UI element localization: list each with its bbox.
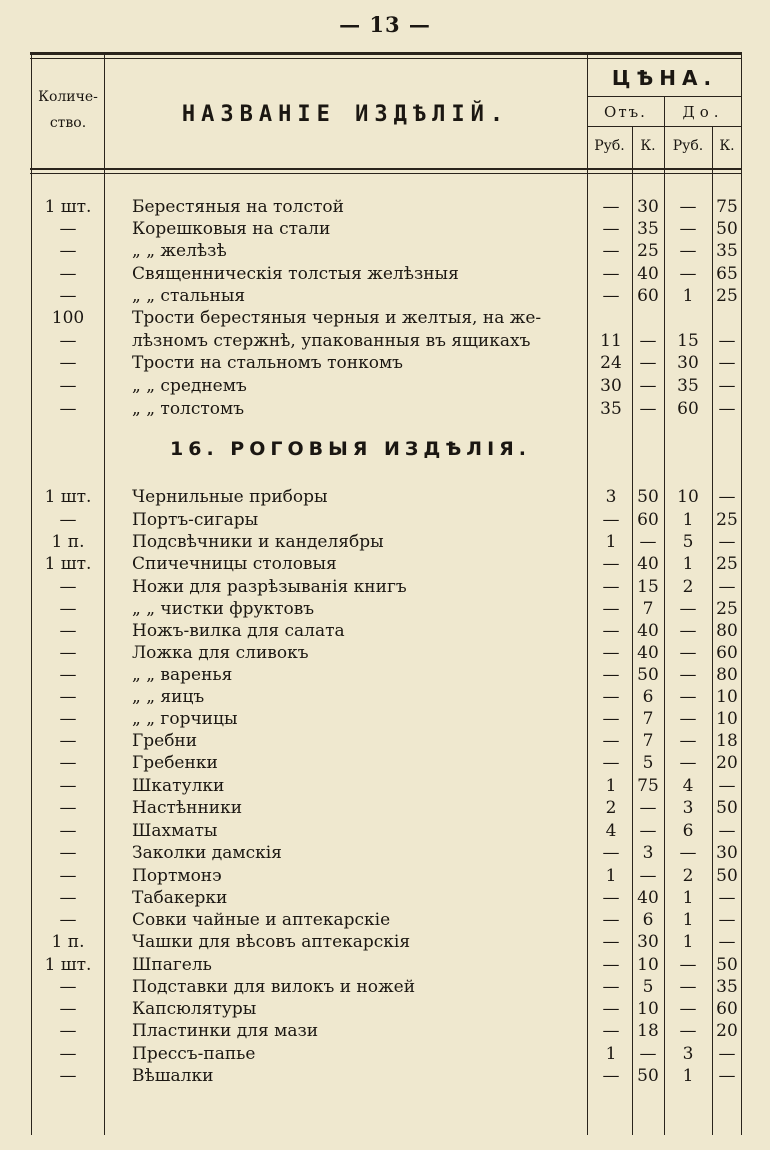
row-quantity: 1 п. [51, 532, 85, 552]
row-item-name: Трости берестяныя черныя и желтыя, на же- [132, 308, 542, 328]
row-item-name: „ „ яицъ [132, 687, 205, 707]
row-price-from-rub: 30 [600, 376, 622, 396]
row-price-from-kop: 40 [637, 554, 659, 574]
row-price-from-kop: — [639, 866, 657, 886]
row-price-from-rub: — [602, 999, 620, 1019]
to-kop-header: К. [719, 138, 735, 154]
row-item-name: Шпагель [132, 955, 212, 975]
row-quantity: — [59, 753, 77, 773]
row-item-name: Гребни [132, 731, 198, 751]
row-item-name: Настѣнники [132, 798, 243, 818]
row-price-to-kop: — [718, 888, 736, 908]
row-price-from-rub: — [602, 955, 620, 975]
row-quantity: — [59, 621, 77, 641]
table-top-rule [30, 52, 742, 55]
table-row [0, 352, 770, 374]
table-row [0, 887, 770, 909]
table-row [0, 998, 770, 1020]
row-quantity: 1 шт. [44, 554, 92, 574]
row-price-from-kop: 5 [642, 977, 654, 997]
row-item-name: Трости на стальномъ тонкомъ [132, 353, 403, 373]
row-price-to-rub: 5 [682, 532, 694, 552]
row-price-to-rub: 2 [682, 866, 694, 886]
row-price-from-rub: — [602, 197, 620, 217]
row-price-from-rub: 3 [605, 487, 617, 507]
row-item-name: Пластинки для мази [132, 1021, 319, 1041]
row-quantity: 1 шт. [44, 197, 92, 217]
table-row [0, 820, 770, 842]
row-price-to-rub: 60 [677, 399, 699, 419]
to-rub-header: Руб. [672, 138, 704, 154]
row-price-to-rub: — [679, 731, 697, 751]
row-price-from-rub: — [602, 687, 620, 707]
row-price-from-kop: — [639, 399, 657, 419]
row-price-to-kop: 50 [716, 866, 738, 886]
row-price-from-rub: 11 [600, 331, 622, 351]
row-price-to-kop: 50 [716, 955, 738, 975]
row-item-name: Чернильные приборы [132, 487, 328, 507]
row-price-from-kop: 18 [637, 1021, 659, 1041]
table-row [0, 285, 770, 307]
row-price-to-kop: — [718, 353, 736, 373]
row-price-to-rub: — [679, 843, 697, 863]
row-price-from-rub: — [602, 643, 620, 663]
row-price-to-rub: — [679, 264, 697, 284]
from-kop-header: К. [640, 138, 656, 154]
row-price-from-rub: — [602, 753, 620, 773]
row-price-from-rub: — [602, 731, 620, 751]
table-top-rule-thin [30, 58, 742, 59]
row-quantity: — [59, 1044, 77, 1064]
row-item-name: Шкатулки [132, 776, 225, 796]
table-row [0, 330, 770, 352]
row-price-from-rub: 1 [605, 1044, 617, 1064]
row-price-from-kop: 10 [637, 999, 659, 1019]
row-price-to-rub: 3 [682, 798, 694, 818]
row-item-name: Портъ-сигары [132, 510, 259, 530]
row-price-from-kop: 15 [637, 577, 659, 597]
row-price-to-kop: 25 [716, 286, 738, 306]
row-price-to-rub: 15 [677, 331, 699, 351]
table-row [0, 931, 770, 953]
row-quantity: — [59, 599, 77, 619]
row-quantity: — [59, 399, 77, 419]
row-price-from-rub: — [602, 264, 620, 284]
table-row [0, 375, 770, 397]
table-row [0, 664, 770, 686]
row-price-from-kop: 50 [637, 665, 659, 685]
table-row [0, 531, 770, 553]
row-quantity: 1 шт. [44, 955, 92, 975]
table-row [0, 398, 770, 420]
row-price-to-kop: 10 [716, 687, 738, 707]
row-quantity: — [59, 776, 77, 796]
row-quantity: 1 п. [51, 932, 85, 952]
row-item-name: Ножъ-вилка для салата [132, 621, 345, 641]
table-row [0, 1065, 770, 1087]
row-quantity: — [59, 353, 77, 373]
row-quantity: — [59, 910, 77, 930]
row-price-from-kop: 30 [637, 197, 659, 217]
row-quantity: — [59, 709, 77, 729]
row-price-to-kop: — [718, 331, 736, 351]
row-price-from-kop: 7 [642, 731, 654, 751]
row-price-to-rub: 10 [677, 487, 699, 507]
row-price-from-kop: 50 [637, 487, 659, 507]
row-price-from-rub: — [602, 621, 620, 641]
row-item-name: Чашки для вѣсовъ аптекарскія [132, 932, 411, 952]
row-price-from-rub: — [602, 241, 620, 261]
row-quantity: — [59, 264, 77, 284]
row-price-from-kop: 3 [642, 843, 654, 863]
row-item-name: Совки чайные и аптекарскіе [132, 910, 391, 930]
row-price-to-rub: — [679, 197, 697, 217]
row-price-to-rub: — [679, 643, 697, 663]
row-price-from-kop: 6 [642, 687, 654, 707]
row-price-from-kop: — [639, 532, 657, 552]
row-item-name: „ „ варенья [132, 665, 233, 685]
row-price-from-kop: 75 [637, 776, 659, 796]
row-price-from-rub: 1 [605, 866, 617, 886]
row-item-name: лѣзномъ стержнѣ, упакованныя въ ящикахъ [132, 331, 531, 351]
row-item-name: „ „ желѣзѣ [132, 241, 227, 261]
row-item-name: Спичечницы столовыя [132, 554, 337, 574]
row-quantity: — [59, 1066, 77, 1086]
table-row [0, 976, 770, 998]
row-price-from-rub: — [602, 554, 620, 574]
row-price-to-kop: — [718, 776, 736, 796]
row-item-name: „ „ горчицы [132, 709, 238, 729]
row-item-name: Капсюлятуры [132, 999, 257, 1019]
row-quantity: — [59, 219, 77, 239]
row-quantity: — [59, 731, 77, 751]
row-quantity: — [59, 843, 77, 863]
row-price-to-kop: 60 [716, 999, 738, 1019]
row-price-from-rub: 35 [600, 399, 622, 419]
row-price-to-rub: — [679, 999, 697, 1019]
row-quantity: — [59, 376, 77, 396]
row-price-to-kop: — [718, 399, 736, 419]
row-price-to-rub: — [679, 709, 697, 729]
table-row [0, 509, 770, 531]
row-quantity: 100 [51, 308, 85, 328]
row-price-from-kop: 50 [637, 1066, 659, 1086]
row-price-to-rub: 35 [677, 376, 699, 396]
row-price-from-rub: 1 [605, 532, 617, 552]
row-price-from-rub: 2 [605, 798, 617, 818]
row-price-to-kop: 18 [716, 731, 738, 751]
table-row [0, 620, 770, 642]
row-price-from-rub: — [602, 843, 620, 863]
row-price-from-rub: — [602, 510, 620, 530]
row-price-to-kop: 25 [716, 510, 738, 530]
row-quantity: — [59, 510, 77, 530]
table-row [0, 576, 770, 598]
row-item-name: Портмонэ [132, 866, 222, 886]
row-price-to-rub: 3 [682, 1044, 694, 1064]
row-price-to-kop: — [718, 821, 736, 841]
row-price-from-kop: — [639, 353, 657, 373]
row-price-from-kop: 6 [642, 910, 654, 930]
row-item-name: Подсвѣчники и канделябры [132, 532, 384, 552]
row-quantity: — [59, 888, 77, 908]
row-item-name: Ложка для сливокъ [132, 643, 309, 663]
row-price-to-kop: 35 [716, 241, 738, 261]
row-quantity: — [59, 798, 77, 818]
table-row [0, 686, 770, 708]
row-item-name: Шахматы [132, 821, 218, 841]
row-price-from-kop: 30 [637, 932, 659, 952]
row-price-to-kop: 25 [716, 554, 738, 574]
row-price-to-kop: 35 [716, 977, 738, 997]
row-price-from-rub: — [602, 888, 620, 908]
row-item-name: Вѣшалки [132, 1066, 214, 1086]
table-row [0, 1020, 770, 1042]
row-price-from-rub: — [602, 977, 620, 997]
section-title: 16. РОГОВЫЯ ИЗДѢЛІЯ. [170, 438, 532, 460]
table-row [0, 196, 770, 218]
table-row [0, 909, 770, 931]
row-price-from-kop: 7 [642, 599, 654, 619]
row-price-to-rub: — [679, 621, 697, 641]
row-price-to-rub: — [679, 219, 697, 239]
row-price-to-kop: — [718, 376, 736, 396]
row-price-to-kop: — [718, 532, 736, 552]
row-price-to-kop: — [718, 487, 736, 507]
row-price-to-rub: 6 [682, 821, 694, 841]
row-price-from-rub: — [602, 1021, 620, 1041]
table-row [0, 730, 770, 752]
row-price-from-rub: — [602, 599, 620, 619]
row-price-to-kop: — [718, 932, 736, 952]
table-row [0, 307, 770, 329]
row-price-from-kop: — [639, 798, 657, 818]
from-header: Отъ. [604, 103, 647, 121]
row-item-name: Подставки для вилокъ и ножей [132, 977, 416, 997]
row-price-to-rub: 2 [682, 577, 694, 597]
table-row [0, 842, 770, 864]
row-item-name: Прессъ-папье [132, 1044, 256, 1064]
row-price-to-rub: — [679, 1021, 697, 1041]
row-item-name: „ „ толстомъ [132, 399, 245, 419]
row-price-to-rub: — [679, 687, 697, 707]
table-row [0, 752, 770, 774]
row-price-from-rub: — [602, 709, 620, 729]
row-price-to-rub: — [679, 599, 697, 619]
row-price-to-kop: 20 [716, 753, 738, 773]
row-quantity: — [59, 286, 77, 306]
row-price-from-rub: — [602, 932, 620, 952]
row-price-to-kop: 60 [716, 643, 738, 663]
row-price-from-kop: 7 [642, 709, 654, 729]
row-price-from-rub: 1 [605, 776, 617, 796]
row-price-to-rub: — [679, 753, 697, 773]
row-price-to-kop: — [718, 910, 736, 930]
row-price-to-rub: — [679, 977, 697, 997]
row-item-name: Берестяныя на толстой [132, 197, 344, 217]
row-quantity: — [59, 866, 77, 886]
row-price-from-kop: 40 [637, 888, 659, 908]
row-quantity: — [59, 687, 77, 707]
table-row [0, 642, 770, 664]
row-price-to-kop: 25 [716, 599, 738, 619]
row-quantity: — [59, 577, 77, 597]
row-price-to-kop: 80 [716, 621, 738, 641]
row-quantity: — [59, 821, 77, 841]
row-price-from-kop: — [639, 821, 657, 841]
row-price-to-rub: — [679, 241, 697, 261]
name-header: НАЗВАНІЕ ИЗДѢЛІЙ. [181, 102, 510, 127]
row-price-from-kop: 60 [637, 510, 659, 530]
row-price-to-kop: 20 [716, 1021, 738, 1041]
row-price-to-kop: — [718, 1044, 736, 1064]
to-header: До. [682, 103, 724, 121]
row-quantity: — [59, 977, 77, 997]
row-price-to-kop: 30 [716, 843, 738, 863]
row-price-to-kop: 80 [716, 665, 738, 685]
table-row [0, 263, 770, 285]
row-price-to-rub: 1 [682, 510, 694, 530]
header-bottom-rule-thin [30, 173, 742, 174]
row-price-from-kop: — [639, 376, 657, 396]
row-price-to-kop: 50 [716, 798, 738, 818]
row-quantity: — [59, 643, 77, 663]
row-item-name: „ „ стальныя [132, 286, 246, 306]
row-price-to-rub: 1 [682, 888, 694, 908]
row-item-name: Ножи для разрѣзыванія книгъ [132, 577, 407, 597]
row-price-from-kop: 5 [642, 753, 654, 773]
header-bottom-rule [30, 168, 742, 170]
row-price-from-rub: — [602, 1066, 620, 1086]
table-row [0, 486, 770, 508]
row-price-to-rub: 1 [682, 1066, 694, 1086]
row-price-to-rub: 1 [682, 554, 694, 574]
row-price-from-rub: 24 [600, 353, 622, 373]
table-row [0, 865, 770, 887]
row-quantity: — [59, 1021, 77, 1041]
row-price-from-kop: — [639, 331, 657, 351]
row-price-from-kop: — [639, 1044, 657, 1064]
row-quantity: — [59, 999, 77, 1019]
row-price-from-kop: 40 [637, 621, 659, 641]
row-price-from-rub: 4 [605, 821, 617, 841]
row-price-to-rub: 1 [682, 910, 694, 930]
row-item-name: Гребенки [132, 753, 218, 773]
table-row [0, 218, 770, 240]
row-price-from-rub: — [602, 219, 620, 239]
row-price-from-kop: 40 [637, 643, 659, 663]
row-price-to-kop: 50 [716, 219, 738, 239]
row-price-from-rub: — [602, 577, 620, 597]
qty-header [32, 84, 104, 136]
row-price-from-kop: 35 [637, 219, 659, 239]
row-item-name: „ „ чистки фруктовъ [132, 599, 315, 619]
row-quantity: — [59, 665, 77, 685]
table-row [0, 240, 770, 262]
row-price-from-kop: 60 [637, 286, 659, 306]
row-price-to-kop: — [718, 1066, 736, 1086]
row-price-to-rub: — [679, 665, 697, 685]
price-header: ЦѢНА. [611, 66, 718, 90]
row-item-name: Табакерки [132, 888, 228, 908]
row-price-to-rub: 30 [677, 353, 699, 373]
row-item-name: „ „ среднемъ [132, 376, 247, 396]
table-row [0, 797, 770, 819]
row-quantity: — [59, 241, 77, 261]
row-price-to-kop: 75 [716, 197, 738, 217]
row-price-from-kop: 25 [637, 241, 659, 261]
row-item-name: Корешковыя на стали [132, 219, 331, 239]
row-item-name: Священническія толстыя желѣзныя [132, 264, 459, 284]
row-price-from-rub: — [602, 665, 620, 685]
table-row [0, 553, 770, 575]
table-row [0, 598, 770, 620]
row-item-name: Заколки дамскія [132, 843, 282, 863]
row-price-to-rub: 4 [682, 776, 694, 796]
table-row [0, 954, 770, 976]
row-quantity: 1 шт. [44, 487, 92, 507]
row-price-from-kop: 10 [637, 955, 659, 975]
table-row [0, 1043, 770, 1065]
table-row [0, 708, 770, 730]
page-number: — 13 — [339, 12, 431, 37]
row-price-to-kop: — [718, 577, 736, 597]
row-price-from-rub: — [602, 286, 620, 306]
row-price-from-kop: 40 [637, 264, 659, 284]
from-rub-header: Руб. [594, 138, 625, 154]
row-price-from-rub: — [602, 910, 620, 930]
row-price-to-kop: 10 [716, 709, 738, 729]
qty-header-label: Количе-ство. [38, 89, 98, 131]
row-price-to-rub: 1 [682, 286, 694, 306]
row-quantity: — [59, 331, 77, 351]
row-price-to-kop: 65 [716, 264, 738, 284]
row-price-to-rub: 1 [682, 932, 694, 952]
row-price-to-rub: — [679, 955, 697, 975]
table-row [0, 775, 770, 797]
